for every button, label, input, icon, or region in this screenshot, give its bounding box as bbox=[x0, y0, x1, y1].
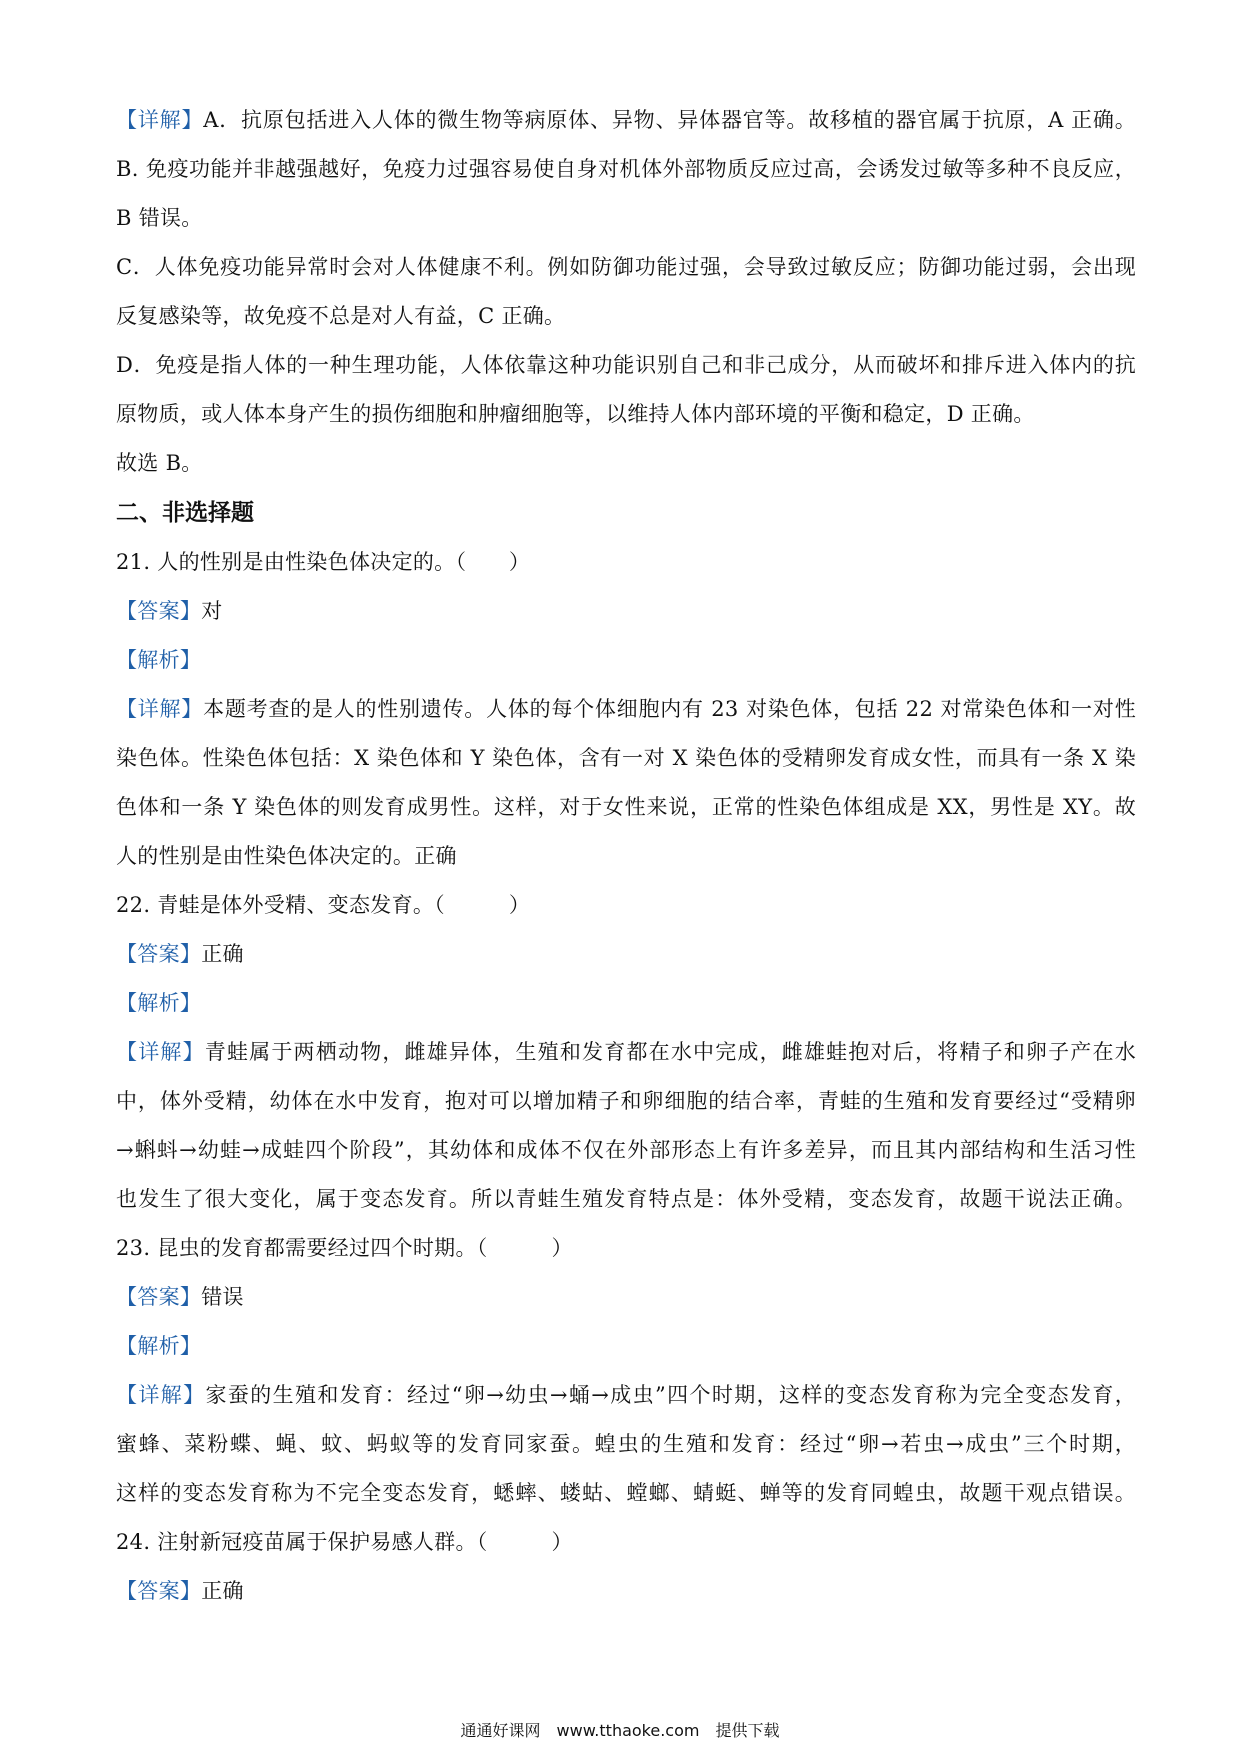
detail-tag: 【详解】 bbox=[116, 697, 204, 721]
detail-tag: 【详解】 bbox=[116, 1383, 206, 1407]
text-line: B. 免疫功能并非越强越好，免疫力过强容易使自身对机体外部物质反应过高，会诱发过敏等多种不良反应， bbox=[116, 157, 1136, 181]
text-line: 【详解】本题考查的是人的性别遗传。人体的每个体细胞内有 23 对染色体，包括 22 对常染色体和一对性 bbox=[116, 697, 1136, 721]
answer-line bbox=[116, 587, 1136, 636]
question-21 bbox=[116, 538, 1136, 881]
text-line: 蜜蜂、菜粉蝶、蝇、蚊、蚂蚁等的发育同家蚕。蝗虫的生殖和发育：经过“卵→若虫→成虫”三个时期， bbox=[116, 1432, 1136, 1456]
text-line: 人的性别是由性染色体决定的。正确 bbox=[116, 844, 457, 868]
text-line: 也发生了很大变化，属于变态发育。所以青蛙生殖发育特点是：体外受精，变态发育，故题干说法正确。 bbox=[116, 1187, 1136, 1211]
text-line: 反复感染等，故免疫不总是对人有益，C 正确。 bbox=[116, 304, 566, 328]
analysis-label: 【解析】 bbox=[116, 991, 202, 1015]
detail-block-immunity bbox=[116, 96, 1136, 488]
text-line: 色体和一条 Y 染色体的则发育成男性。这样，对于女性来说，正常的性染色体组成是 XX，男性是 XY。故 bbox=[116, 795, 1136, 819]
text-line: 【详解】家蚕的生殖和发育：经过“卵→幼虫→蛹→成虫”四个时期，这样的变态发育称为完全变态发育， bbox=[116, 1383, 1137, 1407]
text-line: 【详解】A．抗原包括进入人体的微生物等病原体、异物、异体器官等。故移植的器官属于抗原，A 正确。 bbox=[116, 108, 1137, 132]
question-text: 21. 人的性别是由性染色体决定的。（ ） bbox=[116, 550, 531, 574]
text-line: 原物质，或人体本身产生的损伤细胞和肿瘤细胞等，以维持人体内部环境的平衡和稳定，D 正确。 bbox=[116, 402, 1035, 426]
text-line: 故选 B。 bbox=[116, 451, 203, 475]
answer-line bbox=[116, 930, 1136, 979]
answer-line bbox=[116, 1567, 1136, 1616]
answer-label: 【答案】 bbox=[116, 942, 202, 966]
detail-tag: 【详解】 bbox=[116, 108, 204, 132]
question-text: 23. 昆虫的发育都需要经过四个时期。（ ） bbox=[116, 1236, 573, 1260]
text-line: 【详解】青蛙属于两栖动物，雌雄异体，生殖和发育都在水中完成，雌雄蛙抱对后，将精子和卵子产在水 bbox=[116, 1040, 1136, 1064]
text-line: 这样的变态发育称为不完全变态发育，蟋蟀、蝼蛄、螳螂、蜻蜓、蝉等的发育同蝗虫，故题干观点错误。 bbox=[116, 1481, 1136, 1505]
text-line: B 错误。 bbox=[116, 206, 203, 230]
question-23 bbox=[116, 1224, 1136, 1518]
answer-value: 对 bbox=[201, 599, 223, 623]
document-page bbox=[116, 96, 1136, 1616]
answer-value: 错误 bbox=[201, 1285, 244, 1309]
page-footer: 通通好课网 www.tthaoke.com 提供下载 bbox=[460, 1721, 780, 1740]
analysis-label: 【解析】 bbox=[116, 648, 202, 672]
text-line: C．人体免疫功能异常时会对人体健康不利。例如防御功能过强，会导致过敏反应；防御功能过弱，会出现 bbox=[116, 255, 1136, 279]
question-24 bbox=[116, 1518, 1136, 1616]
text-line: 中，体外受精，幼体在水中发育，抱对可以增加精子和卵细胞的结合率，青蛙的生殖和发育要经过“受精卵 bbox=[116, 1089, 1136, 1113]
detail-tag: 【详解】 bbox=[116, 1040, 205, 1064]
answer-label: 【答案】 bbox=[116, 1579, 202, 1603]
text-line: D．免疫是指人体的一种生理功能，人体依靠这种功能识别自己和非己成分，从而破坏和排斥进入体内的抗 bbox=[116, 353, 1136, 377]
question-text: 22. 青蛙是体外受精、变态发育。（ ） bbox=[116, 893, 531, 917]
text-line: →蝌蚪→幼蛙→成蛙四个阶段”，其幼体和成体不仅在外部形态上有许多差异，而且其内部结构和生活习性 bbox=[116, 1138, 1136, 1162]
answer-label: 【答案】 bbox=[116, 1285, 202, 1309]
answer-line bbox=[116, 1273, 1136, 1322]
question-22 bbox=[116, 881, 1136, 1224]
answer-value: 正确 bbox=[201, 942, 244, 966]
analysis-label: 【解析】 bbox=[116, 1334, 202, 1358]
answer-value: 正确 bbox=[201, 1579, 244, 1603]
answer-label: 【答案】 bbox=[116, 599, 202, 623]
section-title: 二、非选择题 bbox=[116, 500, 254, 526]
question-text: 24. 注射新冠疫苗属于保护易感人群。（ ） bbox=[116, 1530, 573, 1554]
text-line: 染色体。性染色体包括：X 染色体和 Y 染色体，含有一对 X 染色体的受精卵发育成女性，而具有一条 X 染 bbox=[116, 746, 1136, 770]
